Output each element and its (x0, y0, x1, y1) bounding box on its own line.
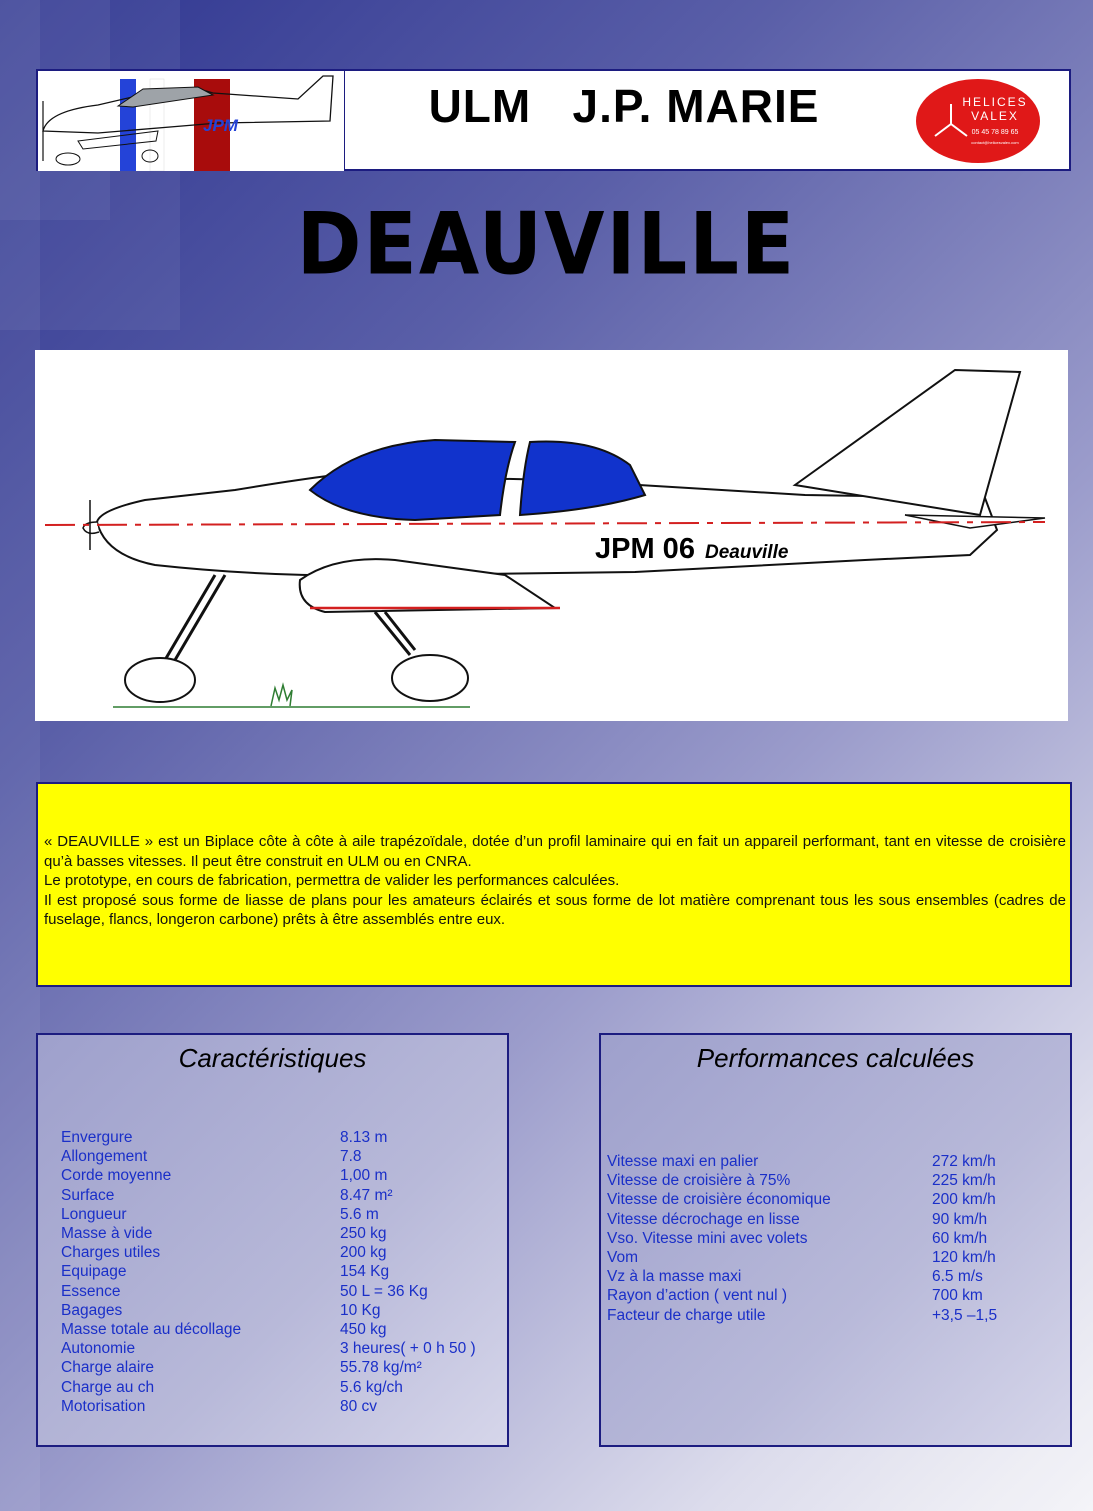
spec-value: 90 km/h (932, 1210, 988, 1228)
description-paragraph: Le prototype, en cours de fabrication, permettra de valider les performances calculées. (44, 872, 620, 889)
spec-row (61, 1340, 481, 1359)
spec-row (61, 1244, 481, 1263)
logo-text: JPM (203, 116, 238, 135)
performances-title: Performances calculées (696, 1043, 975, 1073)
spec-label: Equipage (61, 1263, 127, 1281)
spec-label: Vom (607, 1249, 639, 1266)
spec-label: Autonomie (61, 1340, 136, 1358)
spec-row (61, 1302, 481, 1321)
spec-value: 6.5 m/s (932, 1268, 983, 1286)
jpm-logo (38, 71, 345, 171)
valex-helices-text: HELICES (962, 95, 1028, 109)
spec-label: Bagages (61, 1301, 123, 1319)
spec-row (61, 1167, 481, 1186)
spec-label: Rayon d’action ( vent nul ) (607, 1287, 788, 1305)
spec-label: Vitesse maxi en palier (607, 1153, 759, 1170)
spec-label: Charge alaire (61, 1359, 155, 1377)
spec-label: Allongement (61, 1148, 148, 1166)
spec-value: 80 cv (340, 1397, 378, 1415)
spec-row (607, 1230, 1027, 1249)
aircraft-drawing (35, 350, 1068, 721)
spec-label: Longueur (61, 1205, 127, 1223)
spec-row (61, 1263, 481, 1282)
spec-label: Vso. Vitesse mini avec volets (607, 1229, 808, 1247)
spec-row (607, 1172, 1027, 1191)
spec-value: 154 Kg (340, 1263, 390, 1281)
spec-value: 10 Kg (340, 1301, 381, 1319)
aircraft-model-label: JPM 06 (595, 533, 695, 565)
spec-row (607, 1249, 1027, 1268)
spec-value: 8.13 m (340, 1129, 388, 1146)
spec-label: Envergure (61, 1129, 133, 1146)
spec-value: 272 km/h (932, 1153, 996, 1170)
caracteristiques-panel (36, 1033, 509, 1447)
spec-value: 120 km/h (932, 1249, 996, 1266)
valex-name-text: VALEX (971, 109, 1019, 123)
spec-value: 3 heures( + 0 h 50 ) (340, 1340, 476, 1358)
spec-label: Surface (61, 1186, 115, 1204)
spec-value: 200 kg (340, 1244, 387, 1262)
spec-label: Vitesse décrochage en lisse (607, 1210, 800, 1228)
spec-row (61, 1283, 481, 1302)
spec-label: Corde moyenne (61, 1167, 172, 1185)
spec-label: Charges utiles (61, 1244, 161, 1262)
spec-label: Masse totale au décollage (61, 1321, 242, 1338)
spec-value: 200 km/h (932, 1191, 996, 1209)
aircraft-name-label: Deauville (705, 542, 789, 563)
spec-row (61, 1379, 481, 1398)
spec-label: Masse à vide (61, 1225, 153, 1242)
helices-valex-logo (913, 76, 1043, 166)
spec-row (61, 1321, 481, 1340)
spec-value: 50 L = 36 Kg (340, 1282, 428, 1300)
description-paragraph: Il est proposé sous forme de liasse de plans pour les amateurs éclairés et sous forme de lot matière comprenant tous les sous ensembles (cadres de fuselage, flancs, longeron carbone) prêts à être assemblés entre eux. (44, 891, 1066, 928)
spec-label: Charge au ch (61, 1378, 155, 1396)
spec-row (607, 1268, 1027, 1287)
spec-label: Facteur de charge utile (607, 1306, 766, 1324)
header-banner (36, 69, 1071, 171)
spec-value: 700 km (932, 1287, 983, 1305)
performances-panel (599, 1033, 1072, 1447)
spec-row (61, 1206, 481, 1225)
spec-row (61, 1187, 481, 1206)
spec-value: 7.8 (340, 1148, 362, 1166)
spec-value: 250 kg (340, 1225, 387, 1242)
spec-row (607, 1287, 1027, 1306)
spec-value: 60 km/h (932, 1229, 988, 1247)
spec-value: 450 kg (340, 1321, 387, 1338)
spec-row (61, 1398, 481, 1417)
caracteristiques-title: Caractéristiques (178, 1043, 367, 1073)
spec-value: 8.47 m² (340, 1186, 393, 1204)
spec-row (61, 1225, 481, 1244)
spec-label: Vz à la masse maxi (607, 1268, 742, 1286)
spec-value: 5.6 m (340, 1205, 379, 1223)
spec-value: 5.6 kg/ch (340, 1378, 403, 1396)
spec-value: +3,5 –1,5 (932, 1306, 998, 1324)
spec-row (607, 1307, 1027, 1326)
spec-label: Vitesse de croisière économique (607, 1191, 831, 1209)
spec-label: Essence (61, 1282, 121, 1300)
spec-label: Vitesse de croisière à 75% (607, 1172, 791, 1190)
spec-label: Motorisation (61, 1397, 146, 1415)
spec-row (607, 1191, 1027, 1210)
description-box (36, 782, 1072, 987)
spec-row (607, 1211, 1027, 1230)
header-title: ULM J.P. MARIE (428, 80, 820, 132)
valex-phone-text: 05 45 78 89 65 (971, 129, 1019, 136)
page-title: DEAUVILLE (296, 195, 797, 295)
spec-row (61, 1148, 481, 1167)
spec-row (61, 1359, 481, 1378)
spec-row (61, 1129, 481, 1148)
spec-row (607, 1153, 1027, 1172)
description-paragraph: « DEAUVILLE » est un Biplace côte à côte à aile trapézoïdale, dotée d’un profil laminaire qui en fait un appareil performant, tant en vitesse de croisière qu’à basses vitesses. Il peut être construit en ULM ou en CNRA. (44, 833, 1066, 870)
spec-value: 55.78 kg/m² (340, 1359, 422, 1377)
spec-value: 1,00 m (340, 1167, 388, 1185)
spec-value: 225 km/h (932, 1172, 996, 1190)
valex-email-text: contact@helicesvalex.com (971, 140, 1019, 145)
